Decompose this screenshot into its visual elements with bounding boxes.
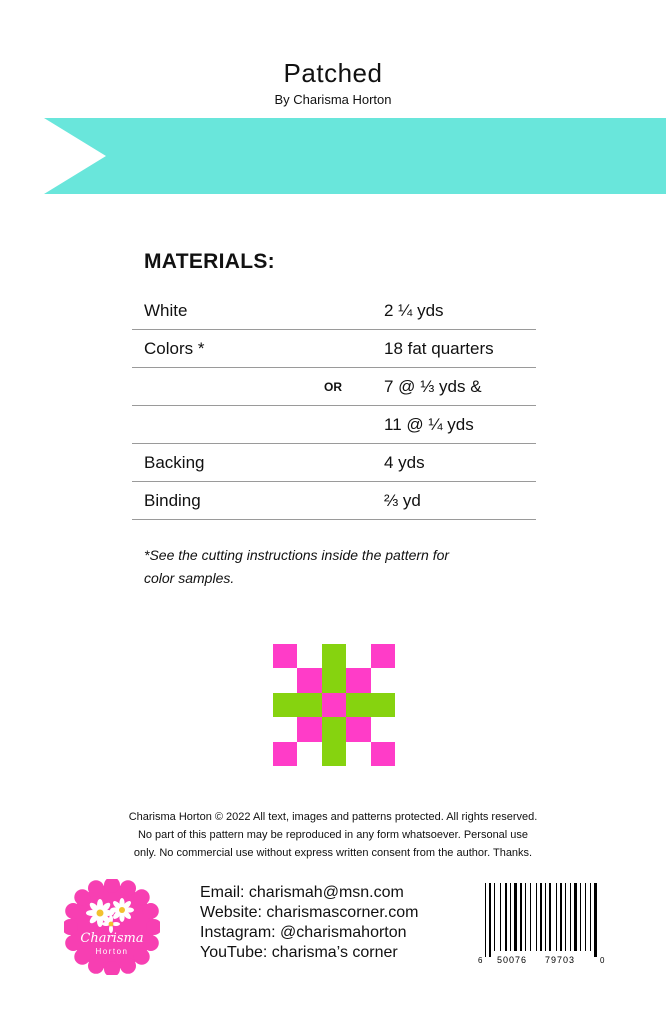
copyright-line: Charisma Horton © 2022 All text, images and patterns protected. All rights reserved. bbox=[128, 811, 538, 823]
materials-heading: MATERIALS: bbox=[144, 250, 275, 273]
barcode-bar bbox=[500, 883, 501, 951]
materials-row bbox=[132, 444, 536, 482]
contact-email: Email: charismah@msn.com bbox=[200, 884, 404, 901]
barcode-bar bbox=[594, 883, 597, 957]
barcode-bar bbox=[590, 883, 591, 951]
barcode-bar bbox=[574, 883, 577, 951]
contact-info bbox=[200, 883, 418, 963]
barcode bbox=[476, 883, 608, 965]
logo-surname: Horton bbox=[95, 947, 129, 956]
barcode-bar bbox=[556, 883, 557, 951]
barcode-bar bbox=[525, 883, 526, 951]
quilt-block-illustration bbox=[273, 644, 395, 766]
barcode-bar bbox=[489, 883, 491, 957]
copyright-line: only. No commercial use without express written consent from the author. Thanks. bbox=[133, 847, 533, 859]
contact-youtube: YouTube: charisma’s corner bbox=[200, 944, 398, 961]
barcode-bar bbox=[560, 883, 562, 951]
materials-row bbox=[132, 406, 536, 444]
material-qty: 4 yds bbox=[384, 453, 425, 472]
material-item: Binding bbox=[144, 491, 201, 510]
material-qty: 18 fat quarters bbox=[384, 339, 494, 358]
barcode-bar bbox=[540, 883, 542, 951]
barcode-bar bbox=[510, 883, 511, 951]
barcode-bar bbox=[530, 883, 531, 951]
material-item: Colors * bbox=[144, 339, 205, 358]
contact-instagram: Instagram: @charismahorton bbox=[200, 924, 407, 941]
barcode-bar bbox=[570, 883, 571, 951]
material-item: Backing bbox=[144, 453, 205, 472]
pattern-byline: By Charisma Horton bbox=[274, 92, 392, 107]
barcode-bar bbox=[545, 883, 546, 951]
barcode-bar bbox=[514, 883, 517, 951]
material-qty: 7 @ ⅓ yds & bbox=[384, 377, 482, 396]
contact-website: Website: charismascorner.com bbox=[200, 904, 419, 921]
material-qty: ⅔ yd bbox=[384, 491, 421, 510]
barcode-bar bbox=[549, 883, 551, 951]
material-qty: 2 ¼ yds bbox=[384, 301, 444, 320]
barcode-digit-last: 0 bbox=[600, 956, 605, 965]
cutting-note bbox=[144, 544, 524, 590]
barcode-bar bbox=[585, 883, 586, 951]
note-line: *See the cutting instructions inside the pattern for bbox=[144, 547, 450, 563]
barcode-digits-left: 50076 bbox=[496, 955, 528, 965]
materials-table bbox=[132, 292, 536, 520]
materials-row bbox=[132, 482, 536, 520]
materials-row bbox=[132, 330, 536, 368]
material-or: OR bbox=[324, 380, 342, 394]
barcode-digit-first: 6 bbox=[478, 956, 483, 965]
copyright-notice bbox=[0, 808, 666, 862]
barcode-bar bbox=[565, 883, 566, 951]
barcode-bar bbox=[505, 883, 507, 951]
note-line: color samples. bbox=[144, 570, 235, 586]
pattern-title: Patched bbox=[283, 58, 383, 88]
barcode-bar bbox=[520, 883, 522, 951]
barcode-bar bbox=[485, 883, 486, 957]
materials-row bbox=[132, 292, 536, 330]
barcode-bar bbox=[580, 883, 581, 951]
barcode-bar bbox=[494, 883, 495, 951]
charisma-horton-logo bbox=[64, 879, 160, 975]
copyright-line: No part of this pattern may be reproduced in any form whatsoever. Personal use bbox=[137, 829, 529, 841]
materials-row bbox=[132, 368, 536, 406]
barcode-digits-right: 79703 bbox=[544, 955, 576, 965]
banner-ribbon bbox=[44, 118, 666, 194]
barcode-bar bbox=[536, 883, 537, 951]
material-item: White bbox=[144, 301, 188, 320]
barcode-bars bbox=[485, 883, 597, 957]
logo-name: Charisma bbox=[80, 931, 144, 946]
material-qty: 11 @ ¼ yds bbox=[384, 415, 474, 434]
